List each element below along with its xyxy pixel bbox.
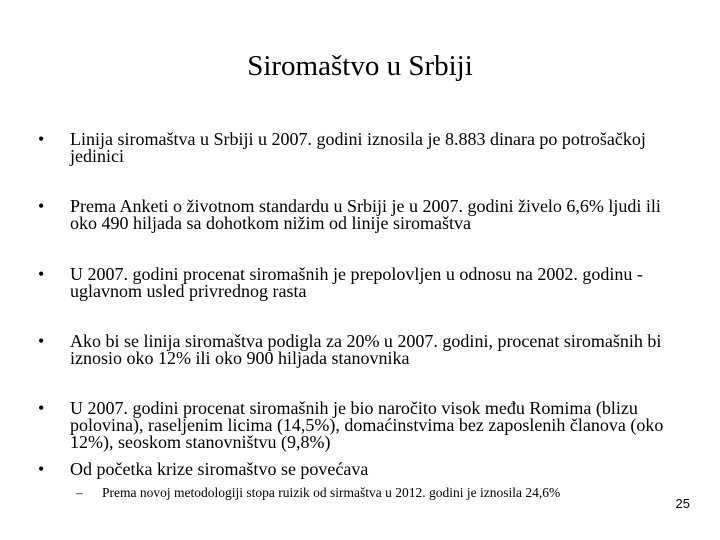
bullet-text: Linija siromaštva u Srbiji u 2007. godini iznosila je 8.883 dinara po potrošačkoj jedinici — [70, 129, 646, 166]
sub-bullet-dash: – — [76, 485, 83, 500]
bullet-dot: • — [38, 459, 45, 479]
bullet-text: U 2007. godini procenat siromašnih je bio naročito visok među Romima (blizu polovina), raseljenim licima (14,5%), domaćinstvima bez zaposlenih članova (oko 12%), seoskom stanovništvu (9,8%) — [70, 398, 664, 452]
bullet-item-raised-poverty-line — [38, 333, 688, 367]
bullet-item-crisis-increase — [38, 461, 688, 478]
bullet-text: Od početka krize siromaštvo se povećava — [70, 459, 369, 479]
bullet-text: Prema Anketi o životnom standardu u Srbiji je u 2007. godini živelo 6,6% ljudi ili oko 490 hiljada sa dohotkom nižim od linije siromaštva — [70, 196, 661, 233]
sub-bullet-new-methodology — [76, 485, 656, 501]
slide-title: Siromaštvo u Srbiji — [247, 50, 473, 82]
bullet-text: U 2007. godini procenat siromašnih je prepolovljen u odnosu na 2002. godinu - uglavnom usled privrednog rasta — [70, 264, 643, 301]
bullet-item-poverty-line — [38, 131, 688, 165]
bullet-dot: • — [38, 196, 45, 216]
bullet-dot: • — [38, 331, 45, 351]
page-number: 25 — [675, 496, 690, 511]
bullet-item-vulnerable-groups — [38, 400, 688, 451]
bullet-dot: • — [38, 264, 45, 284]
bullet-text: Ako bi se linija siromaštva podigla za 20% u 2007. godini, procenat siromašnih bi iznosio oko 12% ili oko 900 hiljada stanovnika — [70, 331, 662, 368]
bullet-dot: • — [38, 398, 45, 418]
sub-bullet-text: Prema novoj metodologiji stopa ruizik od sirmaštva u 2012. godini je iznosila 24,6% — [102, 485, 561, 500]
bullet-dot: • — [38, 129, 45, 149]
bullet-item-poverty-halved — [38, 266, 688, 300]
bullet-item-living-standard-survey — [38, 198, 688, 232]
